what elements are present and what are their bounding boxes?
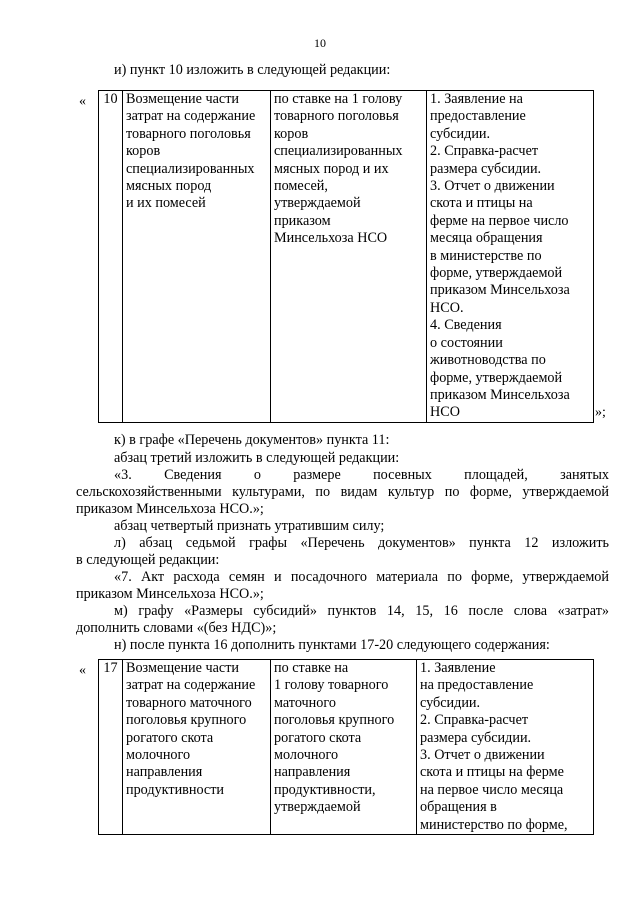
cell-line: Возмещение части xyxy=(126,660,240,676)
paragraph-k: к) в графе «Перечень документов» пункта 11: xyxy=(114,432,390,448)
item-description-cell xyxy=(123,660,271,835)
cell-line: месяца обращения xyxy=(430,230,543,247)
cell-line: специализированных xyxy=(126,160,255,177)
item-description-cell xyxy=(123,91,271,423)
cell-line: министерство по форме, xyxy=(420,816,568,833)
cell-line: утверждаемой xyxy=(274,799,361,816)
quote-3-line-2: сельскохозяйственными культурами, по видам культур по форме, утверждаемой xyxy=(76,484,609,500)
cell-line: по ставке на xyxy=(274,660,349,676)
quote-3-line-1: «3. Сведения о размере посевных площадей, занятых xyxy=(114,467,609,483)
cell-line: приказом Минсельхоза xyxy=(430,282,570,299)
cell-line: НСО. xyxy=(430,299,464,316)
cell-line: субсидии. xyxy=(430,125,491,142)
cell-line: 1 голову товарного xyxy=(274,677,389,694)
cell-line: животноводства по xyxy=(430,352,546,369)
cell-line: маточного xyxy=(274,694,336,711)
cell-line: 1. Заявление на xyxy=(430,91,523,107)
cell-line: Минсельхоза НСО xyxy=(274,230,388,247)
cell-line: направления xyxy=(274,764,351,781)
paragraph-n: н) после пункта 16 дополнить пунктами 17-20 следующего содержания: xyxy=(114,637,550,653)
paragraph-i: и) пункт 10 изложить в следующей редакции: xyxy=(114,62,391,78)
paragraph-abzac-4: абзац четвертый признать утратившим силу; xyxy=(114,518,385,534)
cell-line: 3. Отчет о движении xyxy=(420,747,545,764)
item-documents-cell xyxy=(417,660,594,835)
quote-3-line-3: приказом Минсельхоза НСО.»; xyxy=(76,501,264,517)
quote-7-line-2: приказом Минсельхоза НСО.»; xyxy=(76,586,264,602)
table1-open-quote: « xyxy=(79,94,86,109)
cell-line: форме, утверждаемой xyxy=(430,369,563,386)
cell-line: ферме на первое число xyxy=(430,212,569,229)
item-rate-cell xyxy=(271,660,417,835)
cell-line: и их помесей xyxy=(126,195,206,212)
cell-line: молочного xyxy=(126,747,191,764)
cell-line: 1. Заявление xyxy=(420,660,496,676)
cell-line: коров xyxy=(126,143,161,160)
cell-line: на первое число месяца xyxy=(420,781,564,798)
paragraph-m-line-1: м) графу «Размеры субсидий» пунктов 14, 15, 16 после слова «затрат» xyxy=(114,603,609,619)
cell-line: специализированных xyxy=(274,143,403,160)
table1-close-quote: »; xyxy=(595,405,606,420)
cell-line: 4. Сведения xyxy=(430,317,502,334)
table2-open-quote: « xyxy=(79,663,86,678)
cell-line: коров xyxy=(274,125,309,142)
cell-line: товарного поголовья xyxy=(274,108,399,125)
cell-line: на предоставление xyxy=(420,677,534,694)
cell-line: 2. Справка-расчет xyxy=(430,143,539,160)
paragraph-l-line-1: л) абзац седьмой графы «Перечень документов» пункта 12 изложить xyxy=(114,535,609,551)
cell-line: НСО xyxy=(430,404,460,421)
table-item-17 xyxy=(98,659,594,835)
cell-line: обращения в xyxy=(420,799,497,816)
cell-line: скота и птицы на ферме xyxy=(420,764,564,781)
cell-line: товарного маточного xyxy=(126,694,252,711)
cell-line: поголовья крупного xyxy=(126,712,247,729)
cell-line: предоставление xyxy=(430,108,526,125)
cell-line: товарного поголовья xyxy=(126,125,251,142)
paragraph-k-abzac-3: абзац третий изложить в следующей редакции: xyxy=(114,450,400,466)
cell-line: молочного xyxy=(274,747,339,764)
cell-line: помесей, xyxy=(274,178,328,195)
cell-line: рогатого скота xyxy=(126,729,214,746)
cell-line: направления xyxy=(126,764,203,781)
cell-line: Возмещение части xyxy=(126,91,240,107)
cell-line: скота и птицы на xyxy=(430,195,533,212)
cell-line: продуктивности xyxy=(126,781,225,798)
cell-line: мясных пород xyxy=(126,178,212,195)
item-number: 10 xyxy=(99,91,123,423)
cell-line: форме, утверждаемой xyxy=(430,265,563,282)
cell-line: размера субсидии. xyxy=(430,160,542,177)
cell-line: утверждаемой xyxy=(274,195,361,212)
cell-line: поголовья крупного xyxy=(274,712,395,729)
cell-line: 2. Справка-расчет xyxy=(420,712,529,729)
item-rate-cell xyxy=(271,91,427,423)
quote-7-line-1: «7. Акт расхода семян и посадочного материала по форме, утверждаемой xyxy=(114,569,609,585)
item-number: 17 xyxy=(99,660,123,835)
paragraph-l-line-2: в следующей редакции: xyxy=(76,552,220,568)
cell-line: 3. Отчет о движении xyxy=(430,178,555,195)
paragraph-m-line-2: дополнить словами «(без НДС)»; xyxy=(76,620,277,636)
cell-line: затрат на содержание xyxy=(126,677,256,694)
cell-line: в министерстве по xyxy=(430,247,542,264)
cell-line: приказом Минсельхоза xyxy=(430,386,570,403)
cell-line: затрат на содержание xyxy=(126,108,256,125)
cell-line: размера субсидии. xyxy=(420,729,532,746)
table-item-10 xyxy=(98,90,594,423)
page-number: 10 xyxy=(314,36,326,50)
cell-line: субсидии. xyxy=(420,694,481,711)
cell-line: приказом xyxy=(274,212,331,229)
cell-line: продуктивности, xyxy=(274,781,376,798)
cell-line: мясных пород и их xyxy=(274,160,389,177)
item-documents-cell xyxy=(427,91,594,423)
cell-line: рогатого скота xyxy=(274,729,362,746)
cell-line: по ставке на 1 голову xyxy=(274,91,403,107)
cell-line: о состоянии xyxy=(430,334,503,351)
